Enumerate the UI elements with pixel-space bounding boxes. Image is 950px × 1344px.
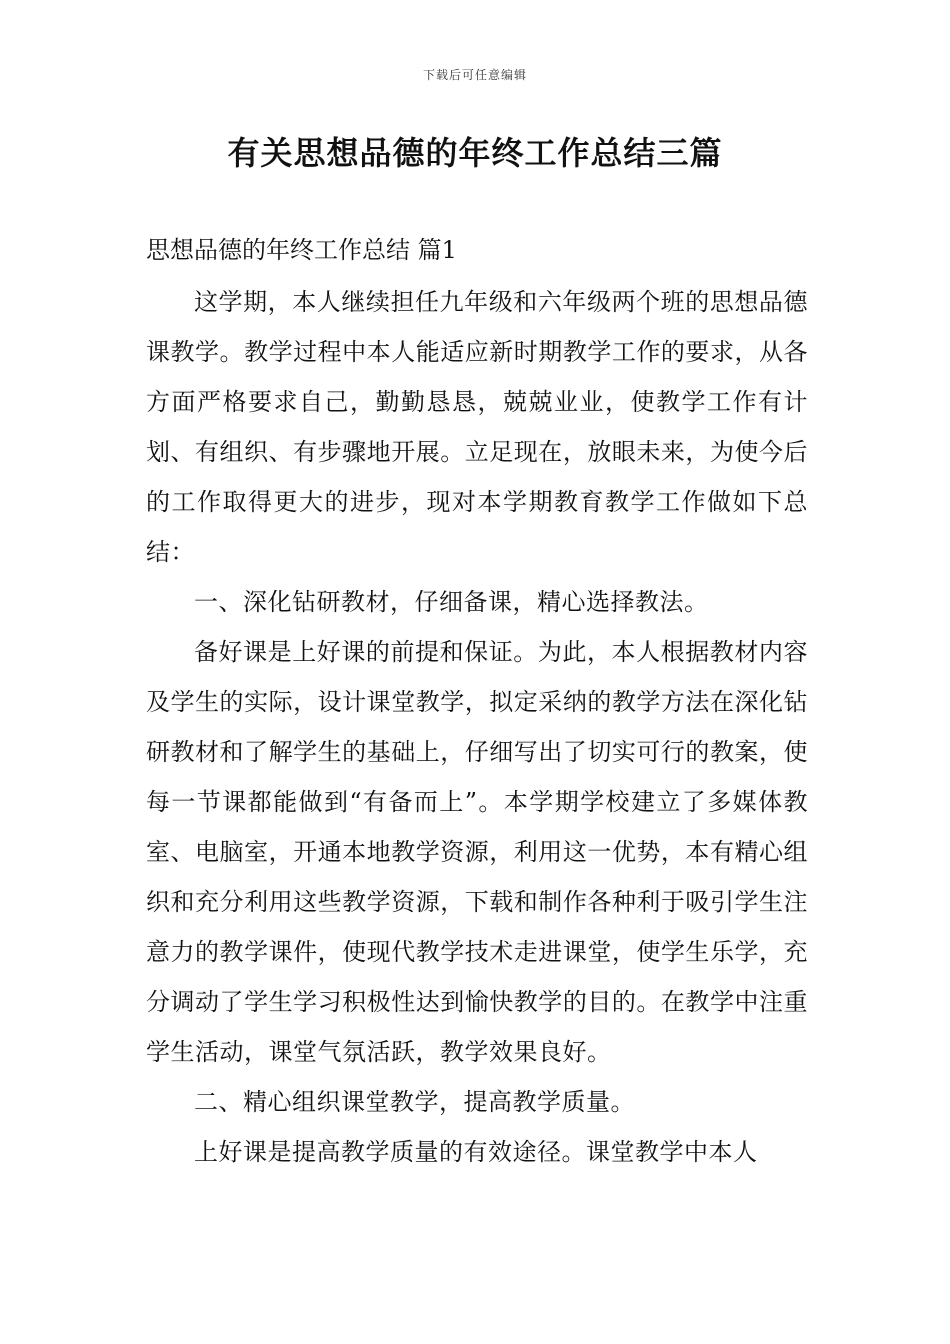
document-body [146, 277, 808, 1177]
paragraph-intro: 这学期，本人继续担任九年级和六年级两个班的思想品德课教学。教学过程中本人能适应新时期教学工作的要求，从各方面严格要求自己，勤勤恳恳，兢兢业业，使教学工作有计划、有组织、有步骤地开展。立足现在，放眼未来，为使今后的工作取得更大的进步，现对本学期教育教学工作做如下总结： [146, 288, 808, 566]
paragraph-point-two-heading: 二、精心组织课堂教学，提高教学质量。 [194, 1088, 635, 1116]
section-heading: 思想品德的年终工作总结 篇1 [146, 236, 457, 264]
document-title: 有关思想品德的年终工作总结三篇 [227, 134, 723, 172]
paragraph-point-one-heading: 一、深化钻研教材，仔细备课，精心选择教法。 [194, 588, 709, 616]
paragraph-point-two-body: 上好课是提高教学质量的有效途径。课堂教学中本人 [194, 1138, 758, 1166]
header-note: 下载后可任意编辑 [422, 68, 527, 82]
paragraph-point-one-body: 备好课是上好课的前提和保证。为此，本人根据教材内容及学生的实际，设计课堂教学，拟定采纳的教学方法在深化钻研教材和了解学生的基础上，仔细写出了切实可行的教案，使每一节课都能做到“有备而上”。本学期学校建立了多媒体教室、电脑室，开通本地教学资源，利用这一优势，本有精心组织和充分利用这些教学资源，下载和制作各种利于吸引学生注意力的教学课件，使现代教学技术走进课堂，使学生乐学，充分调动了学生学习积极性达到愉快教学的目的。在教学中注重学生活动，课堂气氛活跃，教学效果良好。 [146, 638, 808, 1066]
